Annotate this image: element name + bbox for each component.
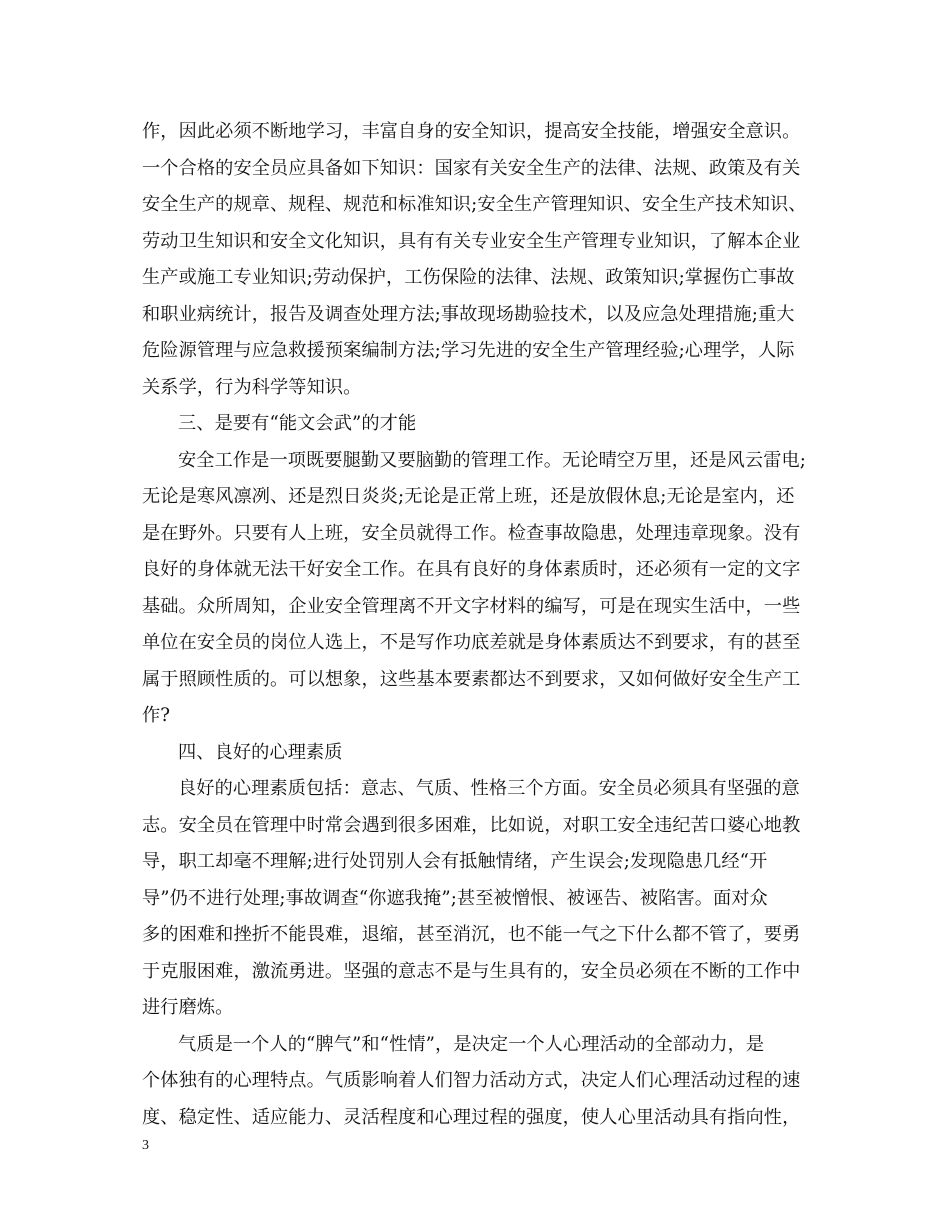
text-line: 单位在安全员的岗位人选上，不是写作功底差就是身体素质达不到要求，有的甚至 <box>142 632 801 653</box>
paragraph-start: 安全工作是一项既要腿勤又要脑勤的管理工作。无论晴空万里，还是风云雷电; <box>178 449 807 471</box>
text-line: 生产或施工专业知识;劳动保护，工伤保险的法律、法规、政策知识;掌握伤亡事故 <box>142 267 795 288</box>
text-line: 于克服困难，激流勇进。坚强的意志不是与生具有的，安全员必须在不断的工作中 <box>142 960 801 982</box>
text-line: 度、稳定性、适应能力、灵活程度和心理过程的强度，使人心里活动具有指向性， <box>142 1106 801 1128</box>
paragraph-start: 良好的心理素质包括：意志、气质、性格三个方面。安全员必须具有坚强的意 <box>178 778 800 799</box>
section-heading: 四、良好的心理素质 <box>178 741 343 763</box>
text-line: 属于照顾性质的。可以想象，这些基本要素都达不到要求，又如何做好安全生产工 <box>142 668 801 690</box>
text-line: 个体独有的心理特点。气质影响着人们智力活动方式，决定人们心理活动过程的速 <box>142 1070 801 1091</box>
body-text <box>142 114 832 1136</box>
text-line: 作，因此必须不断地学习，丰富自身的安全知识，提高安全技能，增强安全意识。 <box>142 121 801 142</box>
section-heading: 三、是要有“能文会武”的才能 <box>178 413 417 434</box>
text-line: 劳动卫生知识和安全文化知识，具有有关专业安全生产管理专业知识，了解本企业 <box>142 230 801 252</box>
text-line: 一个合格的安全员应具备如下知识：国家有关安全生产的法律、法规、政策及有关 <box>142 157 801 179</box>
text-line: 导”仍不进行处理;事故调查“你遮我掩”;甚至被憎恨、被诬告、被陷害。面对众 <box>142 887 768 909</box>
text-line: 危险源管理与应急救援预案编制方法;学习先进的安全生产管理经验;心理学，人际 <box>142 340 795 361</box>
text-line: 无论是寒风凛冽、还是烈日炎炎;无论是正常上班，还是放假休息;无论是室内，还 <box>142 486 795 507</box>
text-line: 安全生产的规章、规程、规范和标准知识;安全生产管理知识、安全生产技术知识、 <box>142 194 807 215</box>
text-line: 和职业病统计，报告及调查处理方法;事故现场勘验技术，以及应急处理措施;重大 <box>142 303 795 325</box>
text-line: 关系学，行为科学等知识。 <box>142 376 362 398</box>
text-line: 导，职工却毫不理解;进行处罚别人会有抵触情绪，产生误会;发现隐患几经“开 <box>142 851 768 872</box>
text-line: 进行磨炼。 <box>142 997 234 1018</box>
text-line: 基础。众所周知，企业安全管理离不开文字材料的编写，可是在现实生活中，一些 <box>142 595 801 617</box>
text-line: 是在野外。只要有人上班，安全员就得工作。检查事故隐患，处理违章现象。没有 <box>142 522 801 544</box>
page-number: 3 <box>142 1138 149 1153</box>
paragraph-start: 气质是一个人的“脾气”和“性情”，是决定一个人心理活动的全部动力，是 <box>178 1033 765 1055</box>
text-line: 良好的身体就无法干好安全工作。在具有良好的身体素质时，还必须有一定的文字 <box>142 559 801 580</box>
text-line: 志。安全员在管理中时常会遇到很多困难，比如说，对职工安全违纪苦口婆心地教 <box>142 814 801 836</box>
text-line: 多的困难和挫折不能畏难，退缩，甚至消沉，也不能一气之下什么都不管了，要勇 <box>142 924 801 945</box>
text-line: 作? <box>142 705 171 726</box>
